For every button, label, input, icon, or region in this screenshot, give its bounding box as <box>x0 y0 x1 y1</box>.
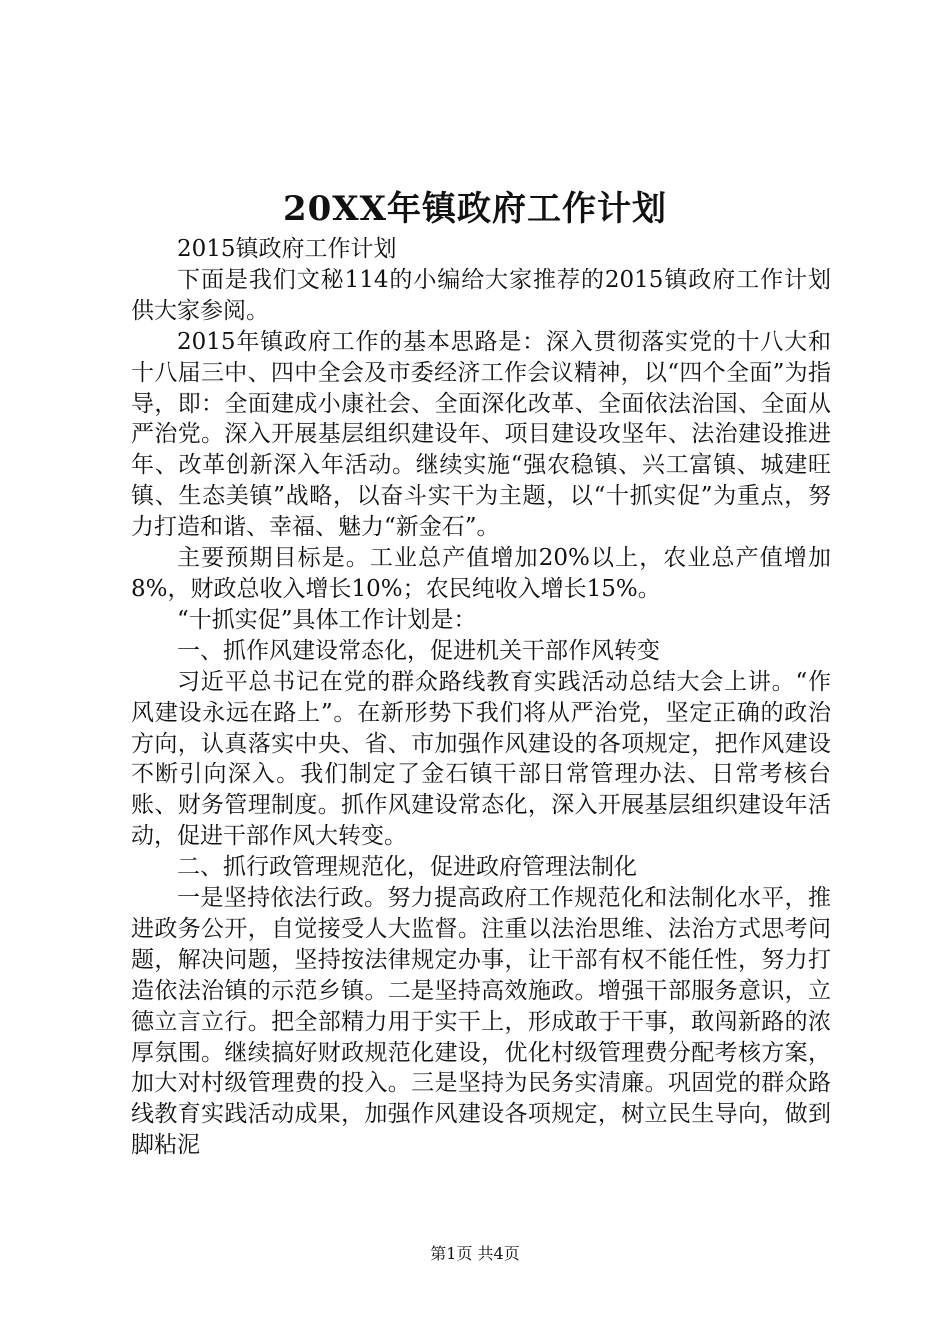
paragraph-subtitle: 2015镇政府工作计划 <box>177 236 397 262</box>
paragraph-section-1: 习近平总书记在党的群众路线教育实践活动总结大会上讲。“作风建设永远在路上”。在新形势下我们将从严治党，坚定正确的政治方向，认真落实中央、省、市加强作风建设的各项规定，把作风建设不断引向深入。我们制定了金石镇干部日常管理办法、日常考核台账、财务管理制度。抓作风建设常态化，深入开展基层组织建设年活动，促进干部作风大转变。 <box>131 668 831 850</box>
page-footer <box>0 1243 950 1265</box>
section-heading-1: 一、抓作风建设常态化，促进机关干部作风转变 <box>177 637 660 664</box>
document-title: 20XX年镇政府工作计划 <box>282 189 668 229</box>
paragraph-basic-approach: 2015年镇政府工作的基本思路是：深入贯彻落实党的十八大和十八届三中、四中全会及市委经济工作会议精神，以“四个全面”为指导，即：全面建成小康社会、全面深化改革、全面依法治国、全面从严治党。深入开展基层组织建设年、项目建设攻坚年、法治建设推进年、改革创新深入年活动。继续实施“强农稳镇、兴工富镇、城建旺镇、生态美镇”战略，以奋斗实干为主题，以“十抓实促”为重点，努力打造和谐、幸福、魅力“新金石”。 <box>131 328 831 541</box>
page-number-indicator: 第1页 共4页 <box>430 1244 520 1263</box>
paragraph-intro: 下面是我们文秘114的小编给大家推荐的2015镇政府工作计划供大家参阅。 <box>131 266 831 324</box>
paragraph-targets: 主要预期目标是。工业总产值增加20%以上，农业总产值增加8%，财政总收入增长10%；农民纯收入增长15%。 <box>131 545 831 602</box>
paragraph-plan-heading: “十抓实促”具体工作计划是： <box>177 606 477 633</box>
paragraph-section-2: 一是坚持依法行政。努力提高政府工作规范化和法制化水平，推进政务公开，自觉接受人大监督。注重以法治思维、法治方式思考问题，解决问题，坚持按法律规定办事，让干部有权不能任性，努力打造依法治镇的示范乡镇。二是坚持高效施政。增强干部服务意识，立德立言立行。把全部精力用于实干上，形成敢于干事，敢闯新路的浓厚氛围。继续搞好财政规范化建设，优化村级管理费分配考核方案，加大对村级管理费的投入。三是坚持为民务实清廉。巩固党的群众路线教育实践活动成果，加强作风建设各项规定，树立民生导向，做到脚粘泥 <box>131 885 831 1159</box>
document-body <box>131 234 831 1161</box>
section-heading-2: 二、抓行政管理规范化，促进政府管理法制化 <box>177 854 637 881</box>
